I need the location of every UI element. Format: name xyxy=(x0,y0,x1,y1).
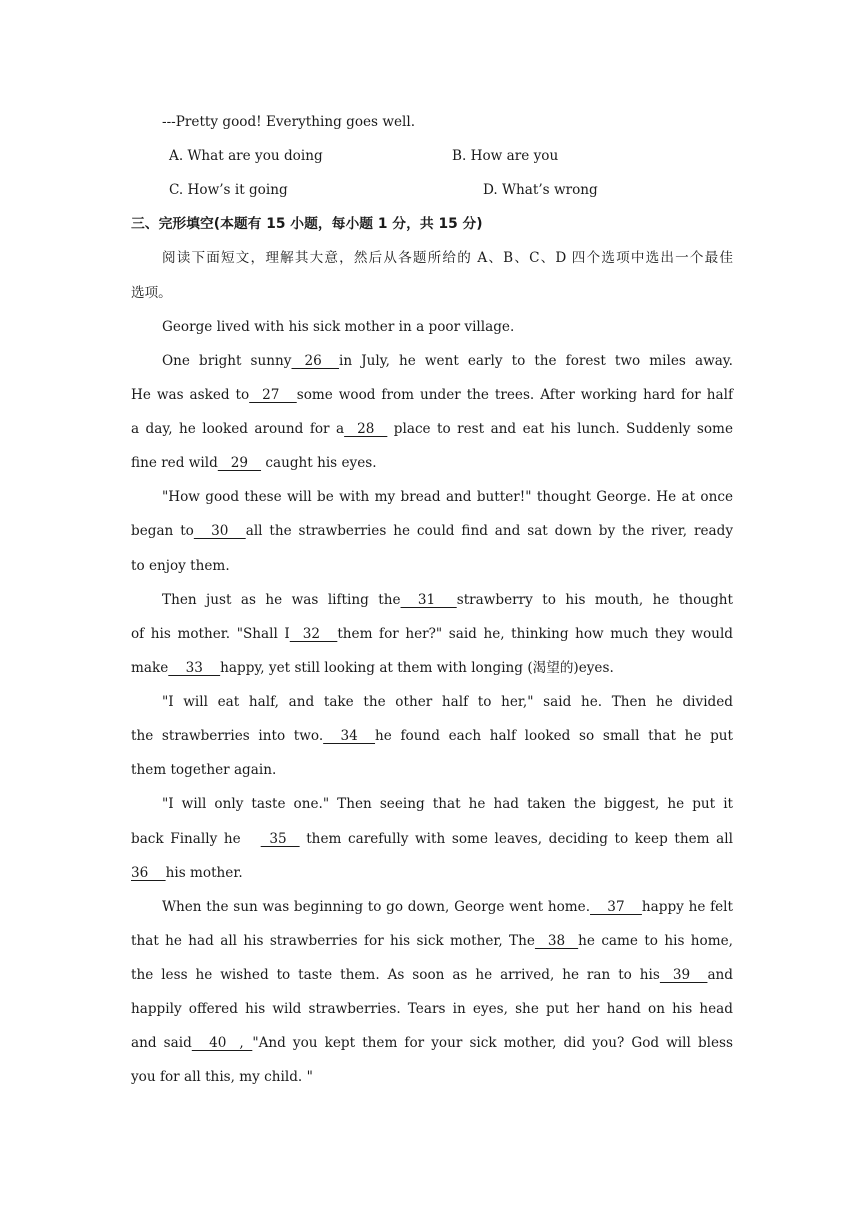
option-d: D. What’s wrong xyxy=(483,182,598,198)
passage-line: the less he wished to taste them. As soon as he arrived, he ran to his 39 and xyxy=(131,967,733,983)
passage-line: to enjoy them. xyxy=(131,558,230,574)
passage-line: you for all this, my child. " xyxy=(131,1069,313,1085)
blank-33: 33 xyxy=(168,660,221,676)
passage-line: make 33 happy, yet still looking at them with longing (渴望的)eyes. xyxy=(131,660,614,676)
instructions-line-1: 阅读下面短文，理解其大意，然后从各题所给的 A、B、C、D 四个选项中选出一个最佳 xyxy=(162,250,733,266)
blank-26: 26 xyxy=(291,353,340,369)
passage-line: of his mother. "Shall I 32 them for her?" said he, thinking how much they would xyxy=(131,626,733,642)
blank-28: 28 xyxy=(344,421,388,437)
passage-line: George lived with his sick mother in a poor village. xyxy=(162,319,515,335)
option-c: C. How’s it going xyxy=(169,182,288,198)
passage-line: happily offered his wild strawberries. Tears in eyes, she put her hand on his head xyxy=(131,1001,733,1017)
instructions-line-2: 选项。 xyxy=(131,285,172,301)
passage-line: One bright sunny 26 in July, he went early to the forest two miles away. xyxy=(162,353,733,369)
passage-line: 36 his mother. xyxy=(131,865,243,881)
passage-line: that he had all his strawberries for his sick mother, The 38 he came to his home, xyxy=(131,933,733,949)
dialogue-reply: ---Pretty good! Everything goes well. xyxy=(162,114,416,130)
blank-40: 40 , xyxy=(191,1035,253,1051)
passage-line: a day, he looked around for a 28 place to rest and eat his lunch. Suddenly some xyxy=(131,421,733,437)
blank-34: 34 xyxy=(323,728,376,744)
blank-36: 36 xyxy=(131,865,166,881)
passage-line: "I will only taste one." Then seeing that he had taken the biggest, he put it xyxy=(162,796,733,812)
blank-27: 27 xyxy=(249,387,297,403)
blank-32: 32 xyxy=(289,626,338,642)
passage-line: the strawberries into two. 34 he found each half looked so small that he put xyxy=(131,728,733,744)
section-heading: 三、完形填空(本题有 15 小题，每小题 1 分，共 15 分) xyxy=(131,216,483,232)
passage-line: began to 30 all the strawberries he could find and sat down by the river, ready xyxy=(131,523,734,539)
blank-37: 37 xyxy=(590,899,642,915)
blank-35: 35 xyxy=(260,831,300,847)
blank-31: 31 xyxy=(400,592,457,608)
passage-line: He was asked to 27 some wood from under the trees. After working hard for half xyxy=(131,387,733,403)
passage-line: "I will eat half, and take the other half to her," said he. Then he divided xyxy=(162,694,733,710)
passage-line: When the sun was beginning to go down, George went home. 37 happy he felt xyxy=(162,899,733,915)
blank-30: 30 xyxy=(193,523,246,539)
blank-39: 39 xyxy=(659,967,708,983)
passage-line: back Finally he 35 them carefully with some leaves, deciding to keep them all xyxy=(131,831,733,847)
passage-line: fine red wild 29 caught his eyes. xyxy=(131,455,377,471)
passage-line: Then just as he was lifting the 31 strawberry to his mouth, he thought xyxy=(162,592,733,608)
option-b: B. How are you xyxy=(452,148,559,164)
passage-line: them together again. xyxy=(131,762,277,778)
blank-29: 29 xyxy=(217,455,262,471)
option-a: A. What are you doing xyxy=(169,148,323,164)
passage-line: and said 40 , "And you kept them for your sick mother, did you? God will bless xyxy=(131,1035,733,1051)
blank-38: 38 xyxy=(534,933,579,949)
passage-line: "How good these will be with my bread and butter!" thought George. He at once xyxy=(162,489,733,505)
